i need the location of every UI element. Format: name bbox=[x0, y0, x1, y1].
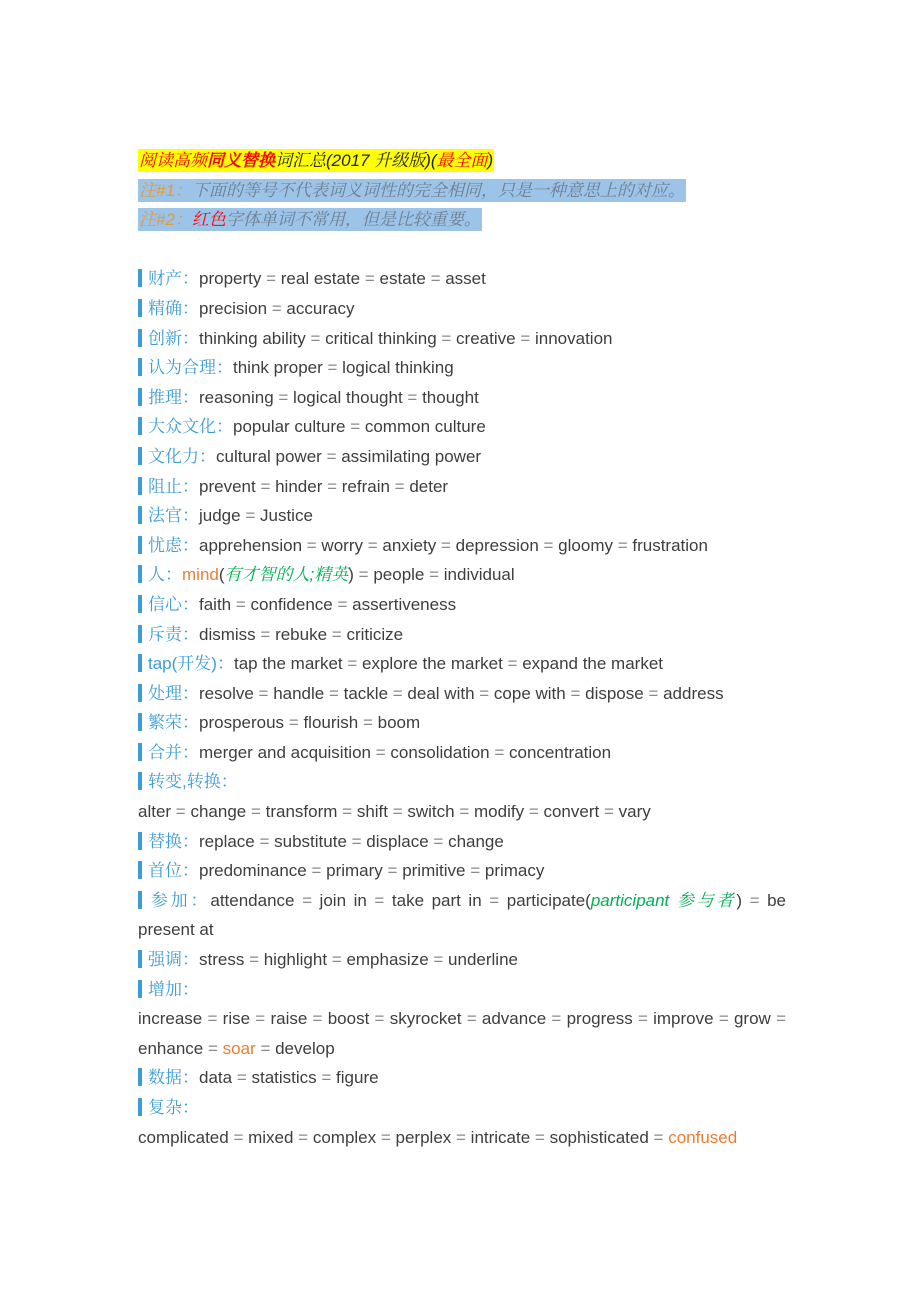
list-item bbox=[138, 797, 786, 827]
equals-sign: = bbox=[374, 890, 385, 910]
label-bar bbox=[138, 447, 142, 465]
text-segment: emphasize bbox=[341, 950, 434, 970]
label-bar bbox=[138, 1098, 142, 1116]
text-segment: skyrocket bbox=[384, 1009, 467, 1029]
text-segment: confused bbox=[668, 1127, 738, 1147]
entry-label: 阻止： bbox=[148, 476, 199, 496]
entry-label: 人： bbox=[148, 565, 182, 585]
text-segment: property bbox=[199, 269, 267, 289]
page-title bbox=[138, 146, 786, 176]
text-segment: switch bbox=[402, 802, 460, 822]
list-item bbox=[138, 708, 786, 738]
equals-sign: = bbox=[312, 1009, 323, 1029]
list-item bbox=[138, 886, 786, 945]
text-segment: handle bbox=[268, 683, 329, 703]
equals-sign: = bbox=[327, 476, 338, 496]
equals-sign: = bbox=[648, 683, 659, 703]
entry-label: 创新： bbox=[148, 328, 199, 348]
equals-sign: = bbox=[494, 742, 505, 762]
title-segment: 阅读高频 bbox=[139, 151, 207, 170]
title-segment: 最全面 bbox=[436, 151, 488, 170]
list-item bbox=[138, 1093, 786, 1123]
label-bar bbox=[138, 565, 142, 583]
note-segment: 注#1： bbox=[139, 180, 192, 200]
text-segment: worry bbox=[316, 535, 368, 555]
equals-sign: = bbox=[479, 683, 490, 703]
text-segment: stress bbox=[199, 950, 250, 970]
text-segment: dispose bbox=[580, 683, 649, 703]
equals-sign: = bbox=[392, 683, 403, 703]
list-item bbox=[138, 1063, 786, 1093]
label-bar bbox=[138, 684, 142, 702]
text-segment: primacy bbox=[480, 861, 545, 881]
text-segment: rise bbox=[217, 1009, 256, 1029]
text-segment: complex bbox=[308, 1127, 381, 1147]
entry-label: 处理： bbox=[148, 683, 199, 703]
text-segment: creative bbox=[451, 328, 521, 348]
label-bar bbox=[138, 1068, 142, 1086]
text-segment: prevent bbox=[199, 476, 261, 496]
equals-sign: = bbox=[489, 890, 500, 910]
equals-sign: = bbox=[364, 269, 375, 289]
equals-sign: = bbox=[310, 328, 321, 348]
text-segment: modify bbox=[469, 802, 529, 822]
text-segment: popular culture bbox=[233, 417, 351, 437]
text-segment: mind bbox=[182, 565, 219, 585]
equals-sign: = bbox=[466, 1009, 477, 1029]
entry-label: 参加： bbox=[148, 890, 211, 910]
text-segment: people bbox=[368, 565, 430, 585]
equals-sign: = bbox=[380, 1127, 391, 1147]
note-line bbox=[138, 176, 786, 206]
text-segment: boom bbox=[372, 713, 421, 733]
document-content bbox=[138, 146, 786, 1152]
list-item bbox=[138, 945, 786, 975]
text-segment: deal with bbox=[402, 683, 480, 703]
equals-sign: = bbox=[175, 802, 186, 822]
text-segment: assimilating power bbox=[336, 446, 482, 466]
text-segment: innovation bbox=[530, 328, 613, 348]
label-bar bbox=[138, 861, 142, 879]
text-segment: cultural power bbox=[216, 446, 327, 466]
text-segment: substitute bbox=[269, 831, 352, 851]
text-segment: sophisticated bbox=[544, 1127, 654, 1147]
label-bar bbox=[138, 625, 142, 643]
list-item bbox=[138, 827, 786, 857]
equals-sign: = bbox=[235, 594, 246, 614]
text-segment: anxiety bbox=[377, 535, 441, 555]
equals-sign: = bbox=[306, 535, 317, 555]
text-segment: transform bbox=[260, 802, 343, 822]
list-item bbox=[138, 620, 786, 650]
text-segment: explore the market bbox=[357, 654, 508, 674]
label-bar bbox=[138, 269, 142, 287]
text-segment: estate bbox=[374, 269, 431, 289]
text-segment: confidence bbox=[245, 594, 338, 614]
text-segment: primitive bbox=[397, 861, 471, 881]
text-segment: deter bbox=[404, 476, 449, 496]
list-item bbox=[138, 738, 786, 768]
label-bar bbox=[138, 950, 142, 968]
equals-sign: = bbox=[362, 713, 373, 733]
equals-sign: = bbox=[392, 802, 403, 822]
text-segment: raise bbox=[265, 1009, 313, 1029]
note-segment: 红色 bbox=[191, 210, 226, 230]
list-item bbox=[138, 679, 786, 709]
equals-sign: = bbox=[520, 328, 531, 348]
text-segment: apprehension bbox=[199, 535, 307, 555]
text-segment: shift bbox=[352, 802, 393, 822]
text-segment: change bbox=[443, 831, 504, 851]
text-segment: tackle bbox=[338, 683, 393, 703]
list-item bbox=[138, 767, 786, 797]
text-segment: increase bbox=[138, 1009, 208, 1029]
list-item bbox=[138, 501, 786, 531]
text-segment: boost bbox=[322, 1009, 375, 1029]
text-segment: consolidation bbox=[385, 742, 495, 762]
entry-label: 合并： bbox=[148, 742, 199, 762]
equals-sign: = bbox=[367, 535, 378, 555]
equals-sign: = bbox=[278, 387, 289, 407]
equals-sign: = bbox=[776, 1009, 786, 1029]
list-item bbox=[138, 442, 786, 472]
text-segment: address bbox=[658, 683, 724, 703]
text-segment: underline bbox=[443, 950, 518, 970]
equals-sign: = bbox=[603, 802, 614, 822]
title-highlight bbox=[138, 149, 494, 172]
equals-sign: = bbox=[233, 1127, 244, 1147]
entry-label: 替换： bbox=[148, 831, 199, 851]
text-segment: real estate bbox=[276, 269, 365, 289]
entry-label: 转变,转换： bbox=[148, 772, 238, 792]
text-segment: thought bbox=[417, 387, 479, 407]
text-segment: mixed bbox=[243, 1127, 299, 1147]
entry-label: 精确： bbox=[148, 298, 199, 318]
list-item bbox=[138, 412, 786, 442]
label-bar bbox=[138, 713, 142, 731]
equals-sign: = bbox=[260, 624, 271, 644]
text-segment: logical thought bbox=[288, 387, 408, 407]
text-segment: advance bbox=[476, 1009, 552, 1029]
equals-sign: = bbox=[321, 1068, 332, 1088]
list-item bbox=[138, 560, 786, 590]
equals-sign: = bbox=[433, 950, 444, 970]
text-segment: ( bbox=[218, 565, 225, 585]
equals-sign: = bbox=[347, 654, 358, 674]
equals-sign: = bbox=[387, 861, 398, 881]
note-highlight bbox=[138, 208, 482, 231]
equals-sign: = bbox=[350, 417, 361, 437]
entry-label: 数据： bbox=[148, 1068, 199, 1088]
text-segment: judge bbox=[199, 506, 246, 526]
text-segment: alter bbox=[138, 802, 176, 822]
text-segment: participant 参与者 bbox=[590, 890, 737, 910]
text-segment: progress bbox=[561, 1009, 638, 1029]
text-segment: precision bbox=[199, 298, 272, 318]
text-segment: flourish bbox=[298, 713, 363, 733]
equals-sign: = bbox=[653, 1127, 664, 1147]
equals-sign: = bbox=[375, 742, 386, 762]
text-segment: vary bbox=[613, 802, 651, 822]
text-segment: gloomy bbox=[553, 535, 618, 555]
note-highlight bbox=[138, 179, 686, 202]
text-segment: soar bbox=[222, 1038, 256, 1058]
equals-sign: = bbox=[430, 269, 441, 289]
equals-sign: = bbox=[342, 802, 353, 822]
equals-sign: = bbox=[326, 446, 337, 466]
label-bar bbox=[138, 980, 142, 998]
notes-section bbox=[138, 176, 786, 235]
text-segment: attendance bbox=[210, 890, 303, 910]
equals-sign: = bbox=[288, 713, 299, 733]
list-item bbox=[138, 353, 786, 383]
list-item bbox=[138, 1004, 786, 1063]
text-segment: logical thinking bbox=[337, 358, 454, 378]
equals-sign: = bbox=[260, 1038, 271, 1058]
list-item bbox=[138, 324, 786, 354]
label-bar bbox=[138, 772, 142, 790]
equals-sign: = bbox=[440, 535, 451, 555]
equals-sign: = bbox=[507, 654, 518, 674]
title-segment: 同义替换 bbox=[207, 151, 275, 170]
text-segment: perplex bbox=[390, 1127, 456, 1147]
equals-sign: = bbox=[298, 1127, 309, 1147]
equals-sign: = bbox=[528, 802, 539, 822]
equals-sign: = bbox=[394, 476, 405, 496]
equals-sign: = bbox=[331, 624, 342, 644]
text-segment: ) bbox=[348, 565, 354, 585]
text-segment: merger and acquisition bbox=[199, 742, 376, 762]
equals-sign: = bbox=[207, 1009, 218, 1029]
entry-label: 信心： bbox=[148, 594, 199, 614]
list-item bbox=[138, 531, 786, 561]
equals-sign: = bbox=[302, 890, 312, 910]
entry-label: 推理： bbox=[148, 387, 199, 407]
label-bar bbox=[138, 891, 142, 909]
equals-sign: = bbox=[327, 358, 338, 378]
equals-sign: = bbox=[470, 861, 481, 881]
equals-sign: = bbox=[441, 328, 452, 348]
list-item bbox=[138, 294, 786, 324]
note-segment: 字体单词不常用，但是比较重要。 bbox=[225, 210, 481, 230]
text-segment: figure bbox=[331, 1068, 379, 1088]
equals-sign: = bbox=[637, 1009, 648, 1029]
equals-sign: = bbox=[260, 476, 271, 496]
equals-sign: = bbox=[271, 298, 282, 318]
entry-label: tap(开发)： bbox=[148, 654, 234, 674]
list-item bbox=[138, 264, 786, 294]
text-segment: common culture bbox=[360, 417, 486, 437]
entry-label: 强调： bbox=[148, 950, 199, 970]
text-segment: convert bbox=[538, 802, 604, 822]
text-segment: statistics bbox=[246, 1068, 322, 1088]
text-segment: 有才智的人;精英 bbox=[224, 565, 349, 585]
equals-sign: = bbox=[328, 683, 339, 703]
equals-sign: = bbox=[311, 861, 322, 881]
text-segment: data bbox=[199, 1068, 237, 1088]
equals-sign: = bbox=[258, 683, 269, 703]
equals-sign: = bbox=[255, 1009, 266, 1029]
text-segment: refrain bbox=[337, 476, 395, 496]
text-segment: Justice bbox=[255, 506, 313, 526]
text-segment: thinking ability bbox=[199, 328, 311, 348]
text-segment: individual bbox=[439, 565, 515, 585]
entry-label: 法官： bbox=[148, 506, 199, 526]
equals-sign: = bbox=[456, 1127, 466, 1147]
equals-sign: = bbox=[266, 269, 277, 289]
text-segment: criticize bbox=[341, 624, 404, 644]
entry-label: 斥责： bbox=[148, 624, 199, 644]
text-segment: cope with bbox=[489, 683, 571, 703]
blank-line bbox=[138, 235, 786, 265]
list-item bbox=[138, 472, 786, 502]
entry-label: 忧虑： bbox=[148, 535, 199, 555]
label-bar bbox=[138, 388, 142, 406]
note-segment: 注#2： bbox=[139, 210, 192, 230]
equals-sign: = bbox=[245, 506, 256, 526]
entry-label: 繁荣： bbox=[148, 713, 199, 733]
entry-label: 认为合理： bbox=[148, 358, 233, 378]
text-segment: hinder bbox=[270, 476, 328, 496]
entry-label: 首位： bbox=[148, 861, 199, 881]
text-segment: take part in bbox=[384, 890, 490, 910]
equals-sign: = bbox=[337, 594, 348, 614]
equals-sign: = bbox=[236, 1068, 247, 1088]
text-segment: ) bbox=[736, 890, 750, 910]
text-segment: join in bbox=[312, 890, 375, 910]
text-segment: predominance bbox=[199, 861, 312, 881]
label-bar bbox=[138, 329, 142, 347]
equals-sign: = bbox=[718, 1009, 729, 1029]
text-segment: be present at bbox=[138, 890, 787, 940]
text-segment: dismiss bbox=[199, 624, 261, 644]
equals-sign: = bbox=[358, 565, 369, 585]
equals-sign: = bbox=[249, 950, 259, 970]
entry-label: 文化力： bbox=[148, 446, 216, 466]
note-line bbox=[138, 205, 786, 235]
list-item bbox=[138, 856, 786, 886]
equals-sign: = bbox=[250, 802, 261, 822]
text-segment: tap the market bbox=[233, 654, 348, 674]
equals-sign: = bbox=[429, 565, 440, 585]
text-segment: improve bbox=[647, 1009, 719, 1029]
label-bar bbox=[138, 595, 142, 613]
text-segment: asset bbox=[440, 269, 486, 289]
label-bar bbox=[138, 477, 142, 495]
list-item bbox=[138, 590, 786, 620]
label-bar bbox=[138, 506, 142, 524]
title-segment: ) bbox=[487, 151, 494, 170]
label-bar bbox=[138, 417, 142, 435]
entry-label: 增加： bbox=[148, 979, 199, 999]
text-segment: highlight bbox=[259, 950, 332, 970]
text-segment: develop bbox=[270, 1038, 335, 1058]
equals-sign: = bbox=[749, 890, 760, 910]
label-bar bbox=[138, 654, 142, 672]
equals-sign: = bbox=[331, 950, 342, 970]
text-segment: frustration bbox=[627, 535, 708, 555]
list-item bbox=[138, 383, 786, 413]
text-segment: complicated bbox=[138, 1127, 234, 1147]
text-segment: replace bbox=[199, 831, 260, 851]
equals-sign: = bbox=[207, 1038, 218, 1058]
text-segment: rebuke bbox=[270, 624, 332, 644]
label-bar bbox=[138, 743, 142, 761]
text-segment: prosperous bbox=[199, 713, 289, 733]
equals-sign: = bbox=[570, 683, 581, 703]
text-segment: reasoning bbox=[199, 387, 279, 407]
text-segment: primary bbox=[321, 861, 388, 881]
equals-sign: = bbox=[259, 831, 270, 851]
equals-sign: = bbox=[543, 535, 554, 555]
text-segment: enhance bbox=[138, 1038, 208, 1058]
label-bar bbox=[138, 299, 142, 317]
list-item bbox=[138, 1123, 786, 1153]
entry-label: 财产： bbox=[148, 269, 199, 289]
equals-sign: = bbox=[534, 1127, 545, 1147]
text-segment: assertiveness bbox=[347, 594, 457, 614]
equals-sign: = bbox=[351, 831, 362, 851]
equals-sign: = bbox=[407, 387, 418, 407]
equals-sign: = bbox=[433, 831, 444, 851]
equals-sign: = bbox=[551, 1009, 562, 1029]
equals-sign: = bbox=[459, 802, 470, 822]
text-segment: faith bbox=[199, 594, 236, 614]
text-segment: accuracy bbox=[281, 298, 355, 318]
title-segment: 词汇总(2017 升级版)( bbox=[275, 151, 437, 170]
list-item bbox=[138, 975, 786, 1005]
list-item bbox=[138, 649, 786, 679]
text-segment: resolve bbox=[199, 683, 259, 703]
equals-sign: = bbox=[374, 1009, 385, 1029]
label-bar bbox=[138, 358, 142, 376]
text-segment: intricate bbox=[465, 1127, 535, 1147]
text-segment: participate( bbox=[499, 890, 591, 910]
text-segment: change bbox=[185, 802, 251, 822]
entry-label: 大众文化： bbox=[148, 417, 233, 437]
equals-sign: = bbox=[617, 535, 628, 555]
text-segment: displace bbox=[361, 831, 434, 851]
text-segment: critical thinking bbox=[320, 328, 442, 348]
vocabulary-list bbox=[138, 264, 786, 1152]
label-bar bbox=[138, 536, 142, 554]
entry-label: 复杂： bbox=[148, 1098, 199, 1117]
text-segment: think proper bbox=[233, 358, 328, 378]
label-bar bbox=[138, 832, 142, 850]
text-segment: concentration bbox=[504, 742, 612, 762]
text-segment: expand the market bbox=[517, 654, 664, 674]
text-segment: depression bbox=[450, 535, 544, 555]
text-segment: grow bbox=[728, 1009, 777, 1029]
note-segment: 下面的等号不代表词义词性的完全相同，只是一种意思上的对应。 bbox=[191, 180, 685, 200]
